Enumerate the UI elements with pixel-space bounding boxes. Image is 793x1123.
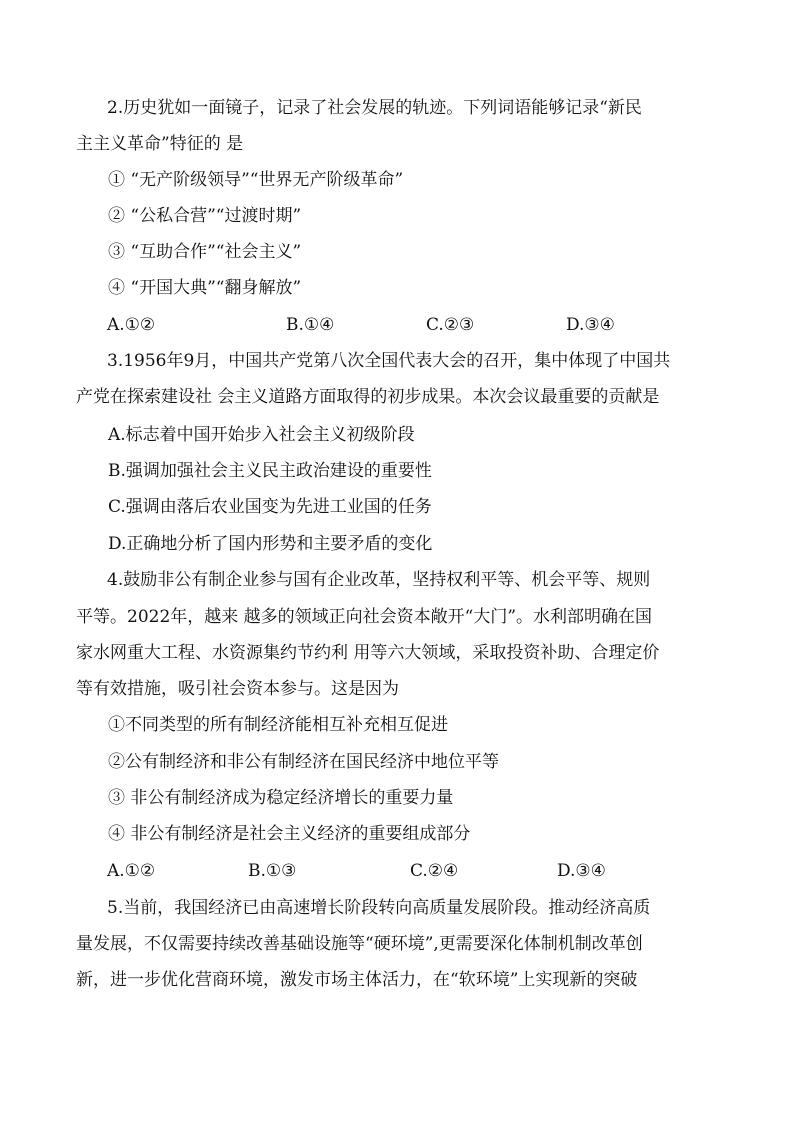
q3-option-c[interactable]: C.强调由落后农业国变为先进工业国的任务 <box>108 497 432 517</box>
q4-item-4: ④ 非公有制经济是社会主义经济的重要组成部分 <box>108 824 471 844</box>
q4-stem-line1: 4.鼓励非公有制企业参与国有企业改革，坚持权利平等、机会平等、规则 <box>107 570 651 590</box>
q2-item-3: ③ “互助合作”“社会主义” <box>108 242 302 262</box>
q2-stem-line2: 主主义革命”特征的 是 <box>76 134 244 154</box>
q4-item-1: ①不同类型的所有制经济能相互补充相互促进 <box>108 715 448 735</box>
q2-item-4: ④ “开国大典”“翻身解放” <box>108 278 302 298</box>
q3-stem-line1: 3.1956年9月，中国共产党第八次全国代表大会的召开，集中体现了中国共 <box>107 351 671 371</box>
q4-item-3: ③ 非公有制经济成为稳定经济增长的重要力量 <box>108 788 454 808</box>
q5-stem-line3: 新，进一步优化营商环境，激发市场主体活力，在“软环境”上实现新的突破 <box>76 970 638 990</box>
q4-stem-line3: 家水网重大工程、水资源集约节约利 用等六大领域，采取投资补助、合理定价 <box>76 643 660 663</box>
q2-choice-c[interactable]: C.②③ <box>426 315 475 335</box>
q2-stem-line1: 2.历史犹如一面镜子，记录了社会发展的轨迹。下列词语能够记录“新民 <box>107 98 642 118</box>
q2-choices <box>0 313 793 337</box>
q3-option-b[interactable]: B.强调加强社会主义民主政治建设的重要性 <box>108 461 432 481</box>
q2-choice-d[interactable]: D.③④ <box>566 315 615 335</box>
q2-item-2: ② “公私合营”“过渡时期” <box>108 206 302 226</box>
q5-stem-line2: 量发展，不仅需要持续改善基础设施等“硬环境”,更需要深化体制机制改革创 <box>76 934 643 954</box>
q2-item-1: ① “无产阶级领导”“世界无产阶级革命” <box>108 170 404 190</box>
q4-choices <box>0 859 793 883</box>
q2-choice-a[interactable]: A.①② <box>107 315 156 335</box>
q4-stem-line4: 等有效措施，吸引社会资本参与。这是因为 <box>76 679 399 699</box>
q4-choice-c[interactable]: C.②④ <box>410 861 459 881</box>
q4-choice-b[interactable]: B.①③ <box>248 861 297 881</box>
q3-option-d[interactable]: D.正确地分析了国内形势和主要矛盾的变化 <box>108 534 433 554</box>
q4-item-2: ②公有制经济和非公有制经济在国民经济中地位平等 <box>108 752 499 772</box>
q3-stem-line2: 产党在探索建设社 会主义道路方面取得的初步成果。本次会议最重要的贡献是 <box>76 387 660 407</box>
q5-stem-line1: 5.当前，我国经济已由高速增长阶段转向高质量发展阶段。推动经济高质 <box>107 898 651 918</box>
q4-stem-line2: 平等。2022年，越来 越多的领域正向社会资本敞开“大门”。水利部明确在国 <box>76 607 653 627</box>
q4-choice-a[interactable]: A.①② <box>107 861 156 881</box>
q2-choice-b[interactable]: B.①④ <box>286 315 335 335</box>
q3-option-a[interactable]: A.标志着中国开始步入社会主义初级阶段 <box>108 425 415 445</box>
q4-choice-d[interactable]: D.③④ <box>557 861 606 881</box>
